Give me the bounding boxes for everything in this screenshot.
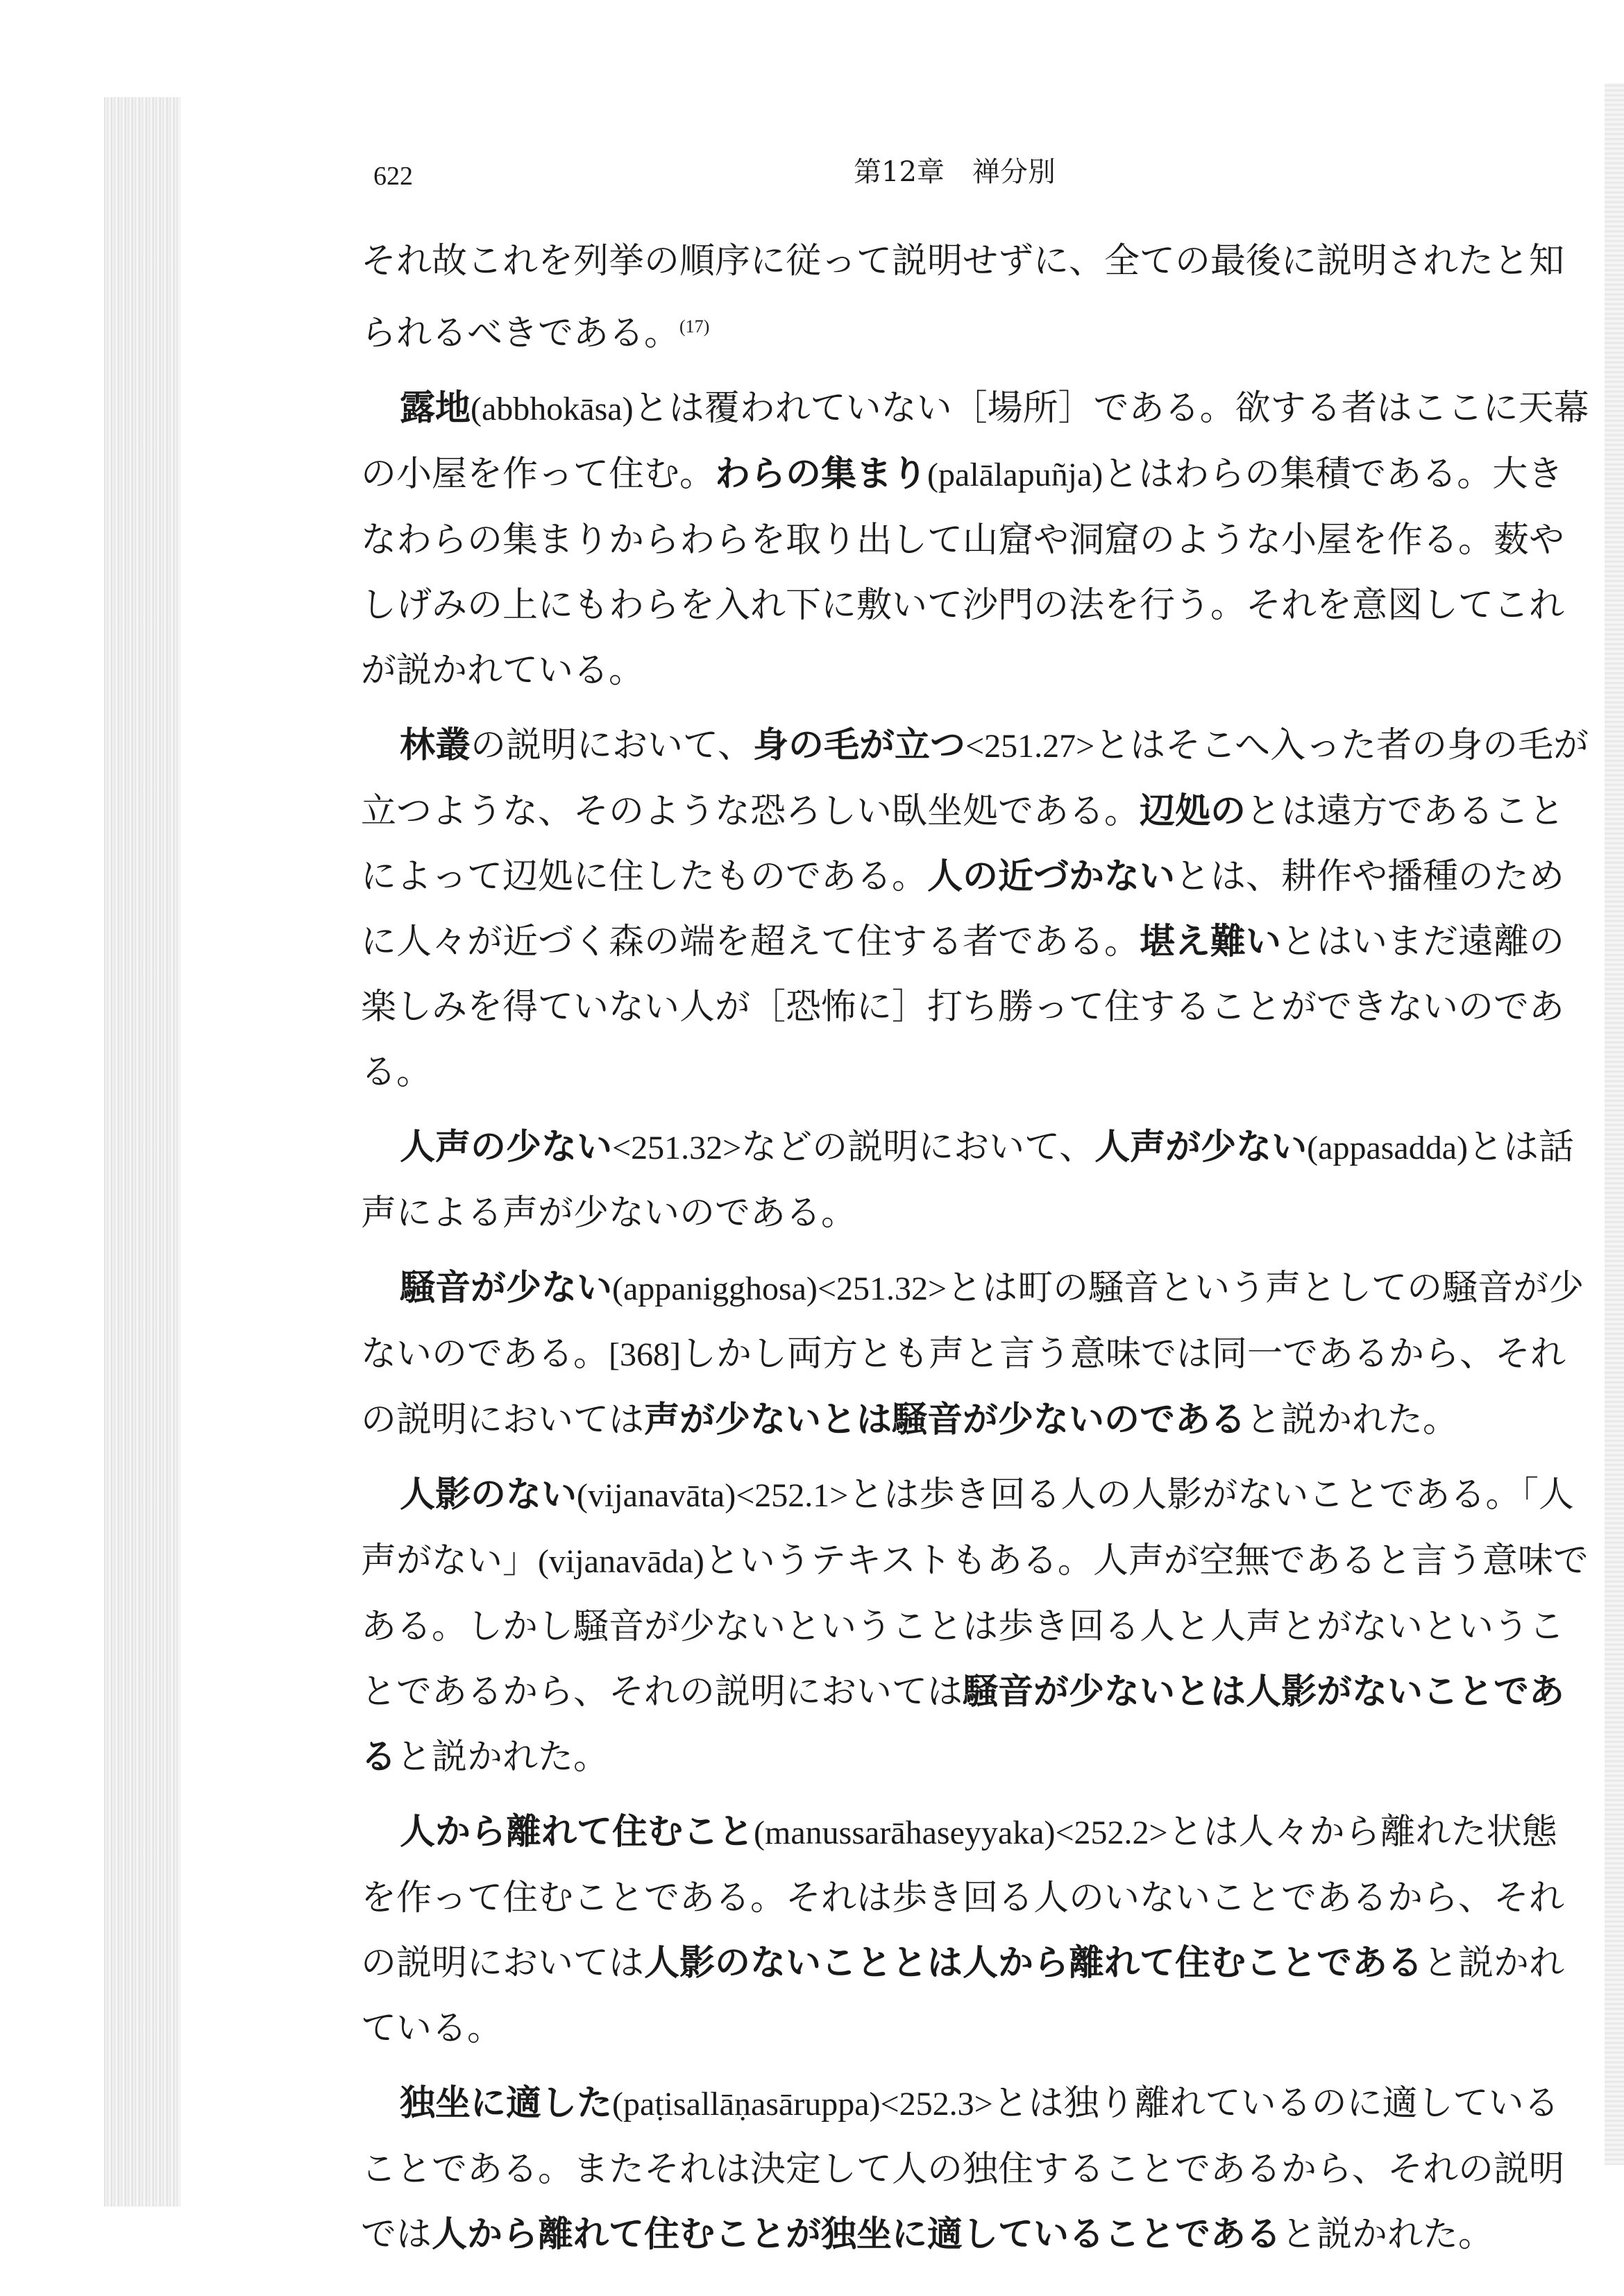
bold-term: 堪え難い [1140, 921, 1282, 962]
paragraph [361, 713, 1589, 1105]
running-header: 第12章 禅分別 [854, 156, 1056, 188]
scan-shadow-left [104, 97, 180, 2206]
bold-term: 辺処の [1140, 791, 1246, 832]
text-run: (manussarāhaseyyaka)<252.2> [754, 1814, 1168, 1851]
text-run: (appasadda) [1307, 1130, 1469, 1166]
text-run: <251.27> [965, 728, 1095, 765]
bold-term: 身の毛が立つ [753, 725, 966, 766]
bold-term: 人声の少ない [400, 1127, 613, 1168]
text-run: などの説明において、 [741, 1127, 1095, 1168]
body-text [361, 229, 1589, 2277]
text-run: とはいまだ遠離の楽しみを得ていない人が［恐怖に］打ち勝って住することができないのである。 [361, 921, 1565, 1093]
paragraph [361, 1800, 1589, 2061]
bold-term: 人影のないこととは人から離れて住むことである [644, 1943, 1423, 1984]
text-run: とは覆われていない［場所］である。欲する者はここに天幕の小屋を作って住む。 [361, 388, 1589, 495]
text-run: (palālapuñja) [927, 457, 1103, 493]
text-run: とは人々から離れた状態を作って住むことである。それは歩き回る人のいないことであるから、それの説明においては [361, 1812, 1565, 1984]
bold-term: 人声が少ない [1094, 1127, 1308, 1168]
text-run: (vijanavāda) [538, 1543, 704, 1580]
bold-term: 人影のない [400, 1474, 577, 1515]
paragraph [361, 1256, 1589, 1453]
bold-term: 騒音が少ない [400, 1268, 613, 1309]
text-run: とはそこへ入った者の身の毛が立つような、そのような恐ろしい臥坐処である。 [361, 725, 1589, 832]
bold-term: 独坐に適した [400, 2083, 613, 2124]
paragraph [361, 376, 1589, 704]
text-run: と説かれた。 [1246, 1400, 1459, 1440]
text-run: <251.32> [612, 1130, 742, 1166]
text-run: (vijanavāta)<252.1> [577, 1477, 849, 1514]
bold-term: 人から離れて住むこと [400, 1812, 754, 1853]
bold-term: 林叢 [400, 725, 471, 766]
paragraph [361, 2071, 1589, 2268]
text-run: (appanigghosa)<251.32> [612, 1270, 947, 1307]
paragraph [361, 1115, 1589, 1246]
text-run: と説かれている。 [361, 1943, 1565, 2049]
text-run: とは、耕作や播種のために人々が近づく森の端を超えて住する者である。 [361, 856, 1565, 962]
text-run: [368] [609, 1336, 681, 1373]
text-run: とは遠方であることによって辺処に住したものである。 [361, 791, 1565, 897]
text-run: の説明において、 [471, 725, 753, 766]
text-run: それ故これを列挙の順序に従って説明せずに、全ての最後に説明されたと知られるべきである。 [361, 241, 1565, 354]
text-run: とは歩き回る人の人影がないことである。「人声がない」 [361, 1474, 1574, 1581]
bold-term: 人の近づかない [927, 856, 1176, 897]
text-run: とは町の騒音という声としての騒音が少ないのである。 [361, 1268, 1584, 1375]
scan-shadow-right [1605, 83, 1624, 2165]
text-run: と説かれた。 [1281, 2214, 1494, 2255]
bold-term: 人から離れて住むことが独坐に適していることである [432, 2214, 1282, 2255]
text-run: というテキストもある。人声が空無であると言う意味である。しかし騒音が少ないということは歩き回る人と人声とがないということであるから、それの説明においては [361, 1540, 1589, 1712]
paragraph [361, 1463, 1589, 1790]
page-number: 622 [373, 162, 413, 191]
bold-term: 露地 [400, 388, 471, 429]
text-run: しかし両方とも声と言う意味では同一であるから、それの説明においては [361, 1334, 1566, 1440]
text-run: とは話声による声が少ないのである。 [361, 1127, 1575, 1234]
text-run: とはわらの集積である。大きなわらの集まりからわらを取り出して山窟や洞窟のような小屋を作る。薮やしげみの上にもわらを入れ下に敷いて沙門の法を行う。それを意図してこれが説かれている。 [361, 454, 1565, 691]
text-run: と説かれた。 [396, 1737, 609, 1778]
bold-term: わらの集まり [715, 454, 928, 495]
paragraph [361, 229, 1589, 366]
text-run: とは独り離れているのに適していることである。またそれは決定して人の独住することであるから、それの説明では [361, 2083, 1565, 2255]
bold-term: 声が少ないとは騒音が少ないのである [644, 1400, 1246, 1440]
text-run: (paṭisallāṇasāruppa)<252.3> [612, 2086, 993, 2123]
text-run: (abbhokāsa) [471, 391, 634, 427]
footnote-ref: (17) [679, 316, 710, 337]
bold-term: 騒音が少ないとは人影がないことである [361, 1672, 1565, 1778]
